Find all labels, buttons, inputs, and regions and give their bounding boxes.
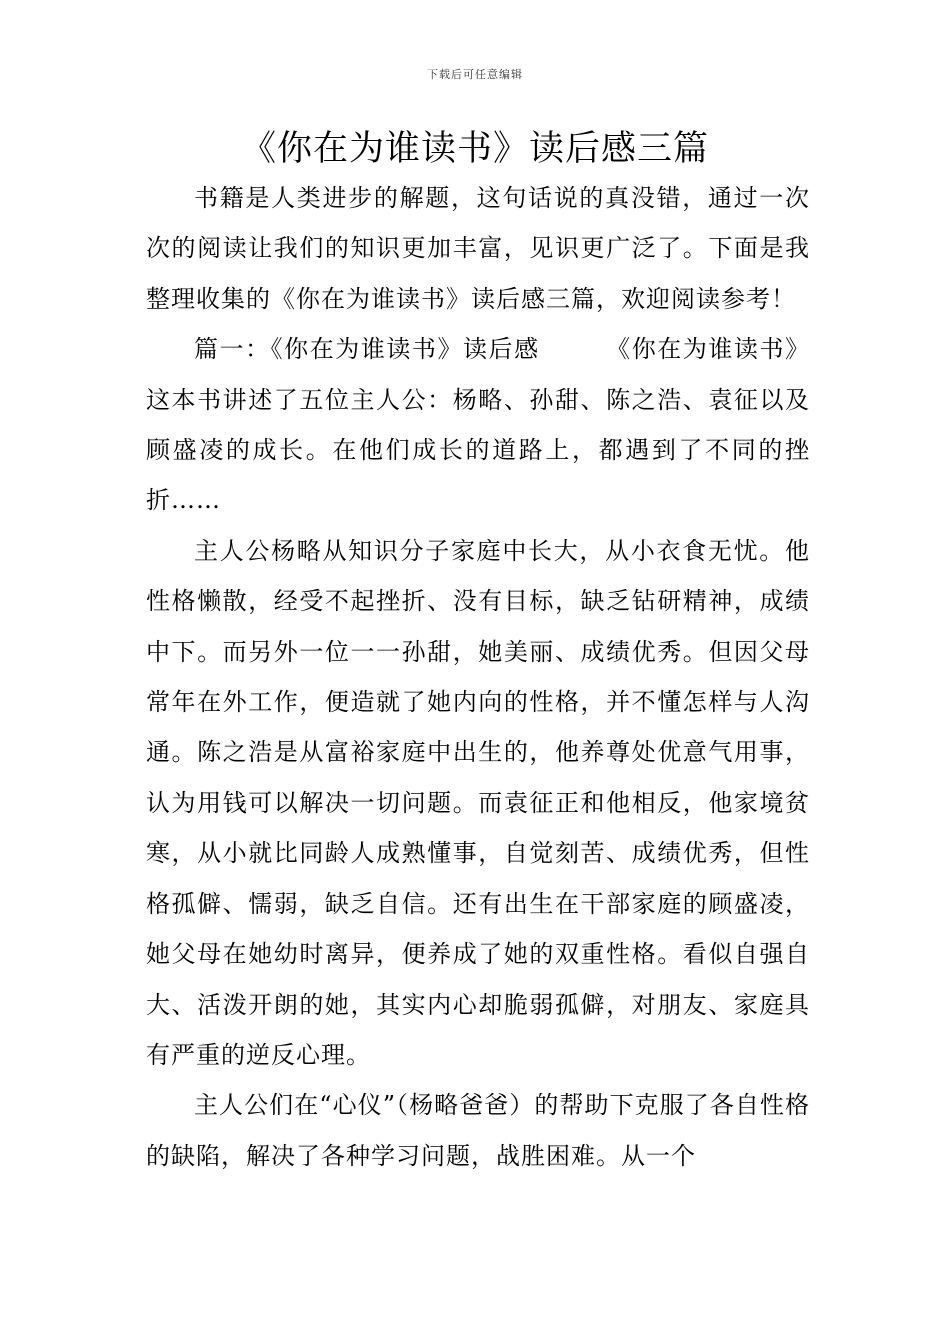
intro-paragraph: 书籍是人类进步的解题，这句话说的真没错，通过一次次的阅读让我们的知识更加丰富，见识更广泛了。下面是我整理收集的《你在为谁读书》读后感三篇，欢迎阅读参考！ [146, 184, 810, 313]
section-one-heading: 篇一：《你在为谁读书》读后感 [194, 335, 540, 364]
section-one-text: 《你在为谁读书》这本书讲述了五位主人公：杨略、孙甜、陈之浩、袁征以及顾盛凌的成长。在他们成长的道路上，都遇到了不同的挫折…… [146, 335, 811, 515]
document-body [146, 173, 810, 1181]
characters-paragraph: 主人公杨略从知识分子家庭中长大，从小衣食无忧。他性格懒散，经受不起挫折、没有目标，缺乏钻研精神，成绩中下。而另外一位一一孙甜，她美丽、成绩优秀。但因父母常年在外工作，便造就了她内向的性格，并不懂怎样与人沟通。陈之浩是从富裕家庭中出生的，他养尊处优意气用事，认为用钱可以解决一切问题。而袁征正和他相反，他家境贫寒，从小就比同龄人成熟懂事，自觉刻苦、成绩优秀，但性格孤僻、懦弱，缺乏自信。还有出生在干部家庭的顾盛凌，她父母在她幼时离异，便养成了她的双重性格。看似自强自大、活泼开朗的她，其实内心却脆弱孤僻，对朋友、家庭具有严重的逆反心理。 [146, 536, 810, 1069]
growth-paragraph: 主人公们在“心仪”（杨略爸爸）的帮助下克服了各自性格的缺陷，解决了各种学习问题，战胜困难。从一个 [146, 1091, 810, 1170]
document-title: 《你在为谁读书》读后感三篇 [240, 129, 709, 169]
page-header-note: 下载后可任意编辑 [427, 68, 523, 81]
section-one-paragraph [146, 324, 810, 526]
